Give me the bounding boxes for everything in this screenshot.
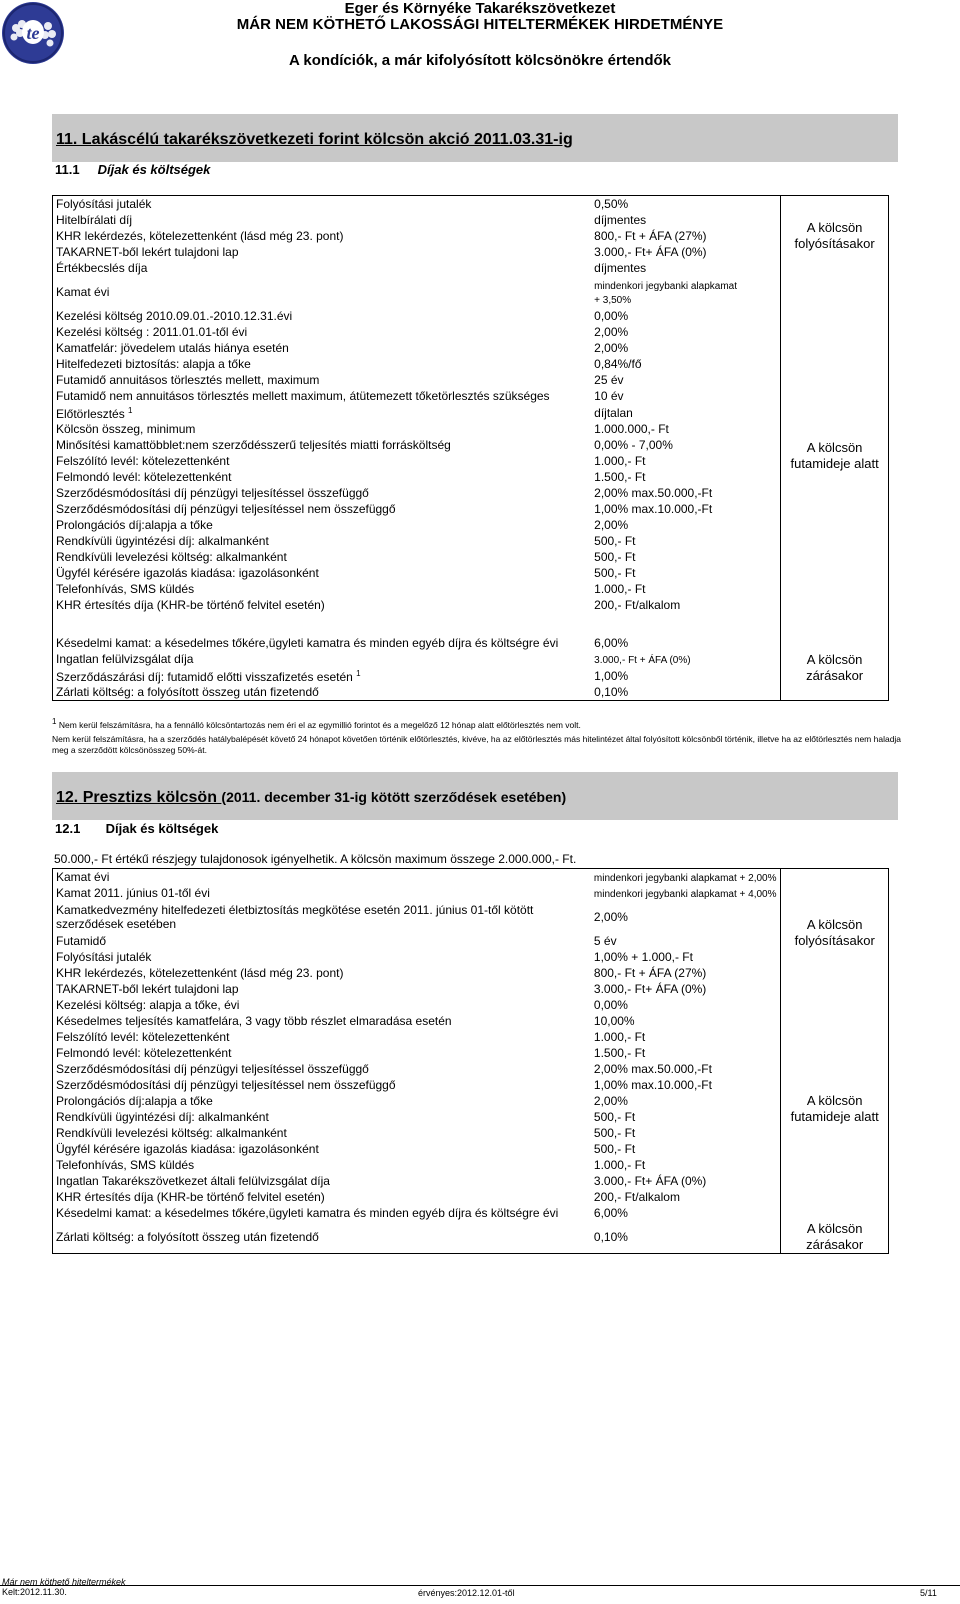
fee-label: Kamat évi — [53, 276, 592, 308]
fee-value: 1.000,- Ft — [593, 1158, 646, 1172]
fee-row — [53, 1157, 889, 1173]
fee-label: Hitelbírálati díj — [53, 212, 592, 228]
fee-timing-note: A kölcsön futamideje alatt — [781, 276, 889, 635]
fee-value: 0,50% — [591, 196, 781, 213]
fee-label: Szerződászárási díj: futamidő előtti visszafizetés esetén $^1$ — [53, 667, 592, 684]
footer-divider — [0, 1585, 960, 1586]
fee-label: Rendkívüli levelezési költség: alkalmanként — [53, 1125, 591, 1141]
fee-label: Folyósítási jutalék — [53, 196, 592, 213]
fee-value: 1.000,- Ft — [594, 454, 646, 468]
fee-row — [53, 1093, 889, 1109]
page-header — [0, 0, 960, 80]
fee-value: 2,00% — [593, 910, 628, 924]
fee-label: Ingatlan Takarékszövetkezet általi felülvizsgálat díja — [53, 1173, 591, 1189]
fee-value: 25 év — [594, 373, 624, 387]
fee-value: 500,- Ft — [593, 1126, 636, 1140]
fee-value: 1.000,- Ft — [593, 1030, 646, 1044]
fee-timing-note: A kölcsön folyósításakor — [781, 196, 889, 277]
section-12-subtitle: 12.1 Díjak és költségek — [55, 821, 219, 836]
footnotes — [52, 716, 902, 756]
fee-label: Felszólító levél: kötelezettenként — [53, 453, 592, 469]
fee-label: Kezelési költség: alapja a tőke, évi — [53, 997, 591, 1013]
fee-label: Késedelmes teljesítés kamatfelára, 3 vagy több részlet elmaradása esetén — [53, 1013, 591, 1029]
fee-label: Kamatkedvezmény hitelfedezeti életbiztosítás megkötése esetén 2011. június 01-től kötött szerződések esetében — [53, 901, 591, 933]
fee-row — [53, 651, 889, 667]
fee-label: Szerződésmódosítási díj pénzügyi teljesítéssel nem összefüggő — [53, 1077, 591, 1093]
fee-label — [53, 613, 592, 635]
fee-label: Prolongációs díj:alapja a tőke — [53, 1093, 591, 1109]
fee-label: Szerződésmódosítási díj pénzügyi teljesítéssel nem összefüggő — [53, 501, 592, 517]
fee-row — [53, 981, 889, 997]
fee-row — [53, 260, 889, 276]
fee-row — [53, 667, 889, 684]
fee-value: 0,10% — [591, 1221, 781, 1254]
fee-value: 2,00% max.50.000,-Ft — [594, 486, 713, 500]
fee-value: 0,00% - 7,00% — [594, 438, 673, 452]
fee-row — [53, 1109, 889, 1125]
fee-value: díjtalan — [594, 405, 633, 420]
fee-value: 1,00% + 1.000,- Ft — [593, 950, 693, 964]
fee-label: Kamat 2011. június 01-től évi — [53, 885, 591, 901]
fee-label: Telefonhívás, SMS küldés — [53, 581, 592, 597]
fee-label: KHR lekérdezés, kötelezettenként (lásd még 23. pont) — [53, 965, 591, 981]
fee-row — [53, 949, 889, 965]
fee-label: Kezelési költség : 2011.01.01-től évi — [53, 324, 592, 340]
fee-value: 3.000,- Ft+ ÁFA (0%) — [593, 982, 707, 996]
fee-row — [53, 565, 889, 581]
fee-value: 3.000,- Ft + ÁFA (0%) — [594, 655, 691, 666]
fee-value: 2,00% — [594, 325, 629, 339]
organization-name: Eger és Környéke Takarékszövetkezet — [344, 0, 616, 17]
fee-label: Rendkívüli ügyintézési díj: alkalmanként — [53, 1109, 591, 1125]
fee-value: 2,00% — [593, 1094, 628, 1108]
fee-row — [53, 1221, 889, 1254]
fee-row — [53, 549, 889, 565]
fee-row — [53, 485, 889, 501]
fee-row — [53, 1189, 889, 1205]
fee-label: Ingatlan felülvizsgálat díja — [53, 651, 592, 667]
fee-row — [53, 1013, 889, 1029]
fee-label: TAKARNET-ből lekért tulajdoni lap — [53, 981, 591, 997]
fee-label: Ügyfél kérésére igazolás kiadása: igazolásonként — [53, 565, 592, 581]
fee-row — [53, 613, 889, 635]
fee-label: Minősítési kamattöbblet:nem szerződésszerű teljesítés miatti forrásköltség — [53, 437, 592, 453]
fee-row — [53, 1173, 889, 1189]
fee-row — [53, 684, 889, 701]
fee-value: 3.000,- Ft+ ÁFA (0%) — [593, 1174, 707, 1188]
fee-row — [53, 404, 889, 421]
fee-label: Futamidő — [53, 933, 591, 949]
fee-row — [53, 244, 889, 260]
fee-label: KHR értesítés díja (KHR-be történő felvitel esetén) — [53, 1189, 591, 1205]
fee-label: KHR értesítés díja (KHR-be történő felvitel esetén) — [53, 597, 592, 613]
fee-row — [53, 372, 889, 388]
fee-label: KHR lekérdezés, kötelezettenként (lásd még 23. pont) — [53, 228, 592, 244]
fee-timing-note: A kölcsön futamideje alatt — [781, 997, 889, 1221]
fee-value: 1.500,- Ft — [594, 470, 646, 484]
fee-value: 6,00% — [593, 1206, 628, 1220]
fee-row — [53, 885, 889, 901]
section-11-title: 11. Lakáscélú takarékszövetkezeti forint kölcsön akció 2011.03.31-ig — [56, 131, 573, 148]
fee-value: 500,- Ft — [593, 1142, 636, 1156]
fee-label: Prolongációs díj:alapja a tőke — [53, 517, 592, 533]
fee-value: 500,- Ft — [594, 534, 636, 548]
section-11-header — [52, 114, 898, 162]
section-11-fee-table — [52, 195, 889, 701]
fee-row — [53, 1205, 889, 1221]
fee-value: 200,- Ft/alkalom — [594, 598, 681, 612]
fee-label: Előtörlesztés $^1$ — [53, 404, 592, 421]
fee-value: 10 év — [594, 389, 624, 403]
fee-row — [53, 228, 889, 244]
fee-value: 2,00% max.50.000,-Ft — [593, 1062, 712, 1076]
fee-label: Értékbecslés díja — [53, 260, 592, 276]
fee-row — [53, 1125, 889, 1141]
fee-row — [53, 501, 889, 517]
fee-value: 0,00% — [594, 309, 629, 323]
fee-row — [53, 869, 889, 886]
fee-row — [53, 965, 889, 981]
fee-row — [53, 388, 889, 404]
fee-row — [53, 212, 889, 228]
fee-row — [53, 276, 889, 308]
fee-row — [53, 533, 889, 549]
fee-value: 0,00% — [593, 998, 628, 1012]
fee-label: Felmondó levél: kötelezettenként — [53, 469, 592, 485]
fee-label: Kezelési költség 2010.09.01.-2010.12.31.évi — [53, 308, 592, 324]
fee-label: Kamat évi — [53, 869, 591, 886]
fee-value: 1,00% max.10.000,-Ft — [594, 502, 713, 516]
fee-label: Telefonhívás, SMS küldés — [53, 1157, 591, 1173]
fee-value: díjmentes — [594, 261, 647, 275]
fee-label: Futamidő nem annuitásos törlesztés mellett maximum, átütemezett tőketörlesztés szükséges — [53, 388, 592, 404]
fee-value: 10,00% — [593, 1014, 635, 1028]
fee-label: Zárlati költség: a folyósított összeg után fizetendő — [53, 684, 592, 701]
footnote-1: $^1$ Nem kerül felszámításra, ha a fennálló kölcsöntartozás nem éri el az egymillió forintot és a megelőző 12 hónap alatt előtörlesztés nem volt. — [52, 717, 581, 730]
footer-left: Már nem köthető hiteltermékek Kelt:2012.11.30. — [2, 1577, 126, 1597]
fee-value: mindenkori jegybanki alapkamat + 2,00% — [591, 869, 781, 886]
fee-label: Hitelfedezeti biztosítás: alapja a tőke — [53, 356, 592, 372]
fee-label: Felszólító levél: kötelezettenként — [53, 1029, 591, 1045]
fee-value: mindenkori jegybanki alapkamat + 3,50% — [594, 281, 738, 306]
fee-row — [53, 1077, 889, 1093]
fee-row — [53, 517, 889, 533]
fee-row — [53, 469, 889, 485]
fee-timing-note: A kölcsön folyósításakor — [781, 869, 889, 998]
fee-value: 800,- Ft + ÁFA (27%) — [593, 966, 707, 980]
fee-value: 800,- Ft + ÁFA (27%) — [594, 229, 707, 243]
fee-value: díjmentes — [594, 213, 647, 227]
fee-row — [53, 1061, 889, 1077]
fee-row — [53, 597, 889, 613]
fee-value: 500,- Ft — [594, 566, 636, 580]
fee-value: 5 év — [593, 934, 617, 948]
fee-value: 2,00% — [594, 341, 629, 355]
fee-label: TAKARNET-ből lekért tulajdoni lap — [53, 244, 592, 260]
fee-row — [53, 933, 889, 949]
fee-value — [591, 613, 781, 635]
fee-label: Ügyfél kérésére igazolás kiadása: igazolásonként — [53, 1141, 591, 1157]
fee-value: 500,- Ft — [593, 1110, 636, 1124]
fee-value: 0,84%/fő — [594, 357, 642, 371]
fee-row — [53, 581, 889, 597]
fee-label: Kamatfelár: jövedelem utalás hiánya esetén — [53, 340, 592, 356]
fee-label: Szerződésmódosítási díj pénzügyi teljesítéssel összefüggő — [53, 485, 592, 501]
fee-row — [53, 997, 889, 1013]
document-subtitle: A kondíciók, a már kifolyósított kölcsönökre értendők — [288, 52, 672, 69]
fee-value: 1,00% max.10.000,-Ft — [593, 1078, 712, 1092]
fee-row — [53, 356, 889, 372]
document-title: MÁR NEM KÖTHETŐ LAKOSSÁGI HITELTERMÉKEK HIRDETMÉNYE — [236, 16, 724, 33]
footer-page-number: 5/11 — [920, 1588, 937, 1598]
fee-label: Kölcsön összeg, minimum — [53, 421, 592, 437]
fee-value: mindenkori jegybanki alapkamat + 4,00% — [593, 889, 777, 900]
fee-label: Szerződésmódosítási díj pénzügyi teljesítéssel összefüggő — [53, 1061, 591, 1077]
fee-row — [53, 1141, 889, 1157]
fee-row — [53, 437, 889, 453]
fee-row — [53, 1045, 889, 1061]
fee-value: 1,00% — [594, 668, 629, 683]
fee-value: 500,- Ft — [594, 550, 636, 564]
section-12-fee-table — [52, 868, 889, 1254]
fee-value: 0,10% — [591, 684, 781, 701]
section-12-title: 12. Presztizs kölcsön (2011. december 31-ig kötött szerződések esetében) — [56, 789, 567, 806]
fee-label: Folyósítási jutalék — [53, 949, 591, 965]
fee-timing-note: A kölcsön zárásakor — [781, 635, 889, 701]
fee-label: Rendkívüli levelezési költség: alkalmanként — [53, 549, 592, 565]
fee-timing-note: A kölcsön zárásakor — [781, 1221, 889, 1254]
fee-label: Felmondó levél: kötelezettenként — [53, 1045, 591, 1061]
section-11-subtitle: 11.1 Díjak és költségek — [55, 162, 211, 177]
fee-row — [53, 1029, 889, 1045]
footnote-2: Nem kerül felszámításra, ha a szerződés hatálybalépését követő 24 hónapot követően történik előtörlesztés, kivéve, ha az előtörlesztés más hitelintézet által folyósított kölcsönből történik, illetve ha az előtörlesztés nem haladja meg a szerződött kölcsönösszeg 50%-át. — [52, 733, 902, 755]
fee-value: 3.000,- Ft+ ÁFA (0%) — [594, 245, 707, 259]
fee-row — [53, 196, 889, 213]
fee-label: Késedelmi kamat: a késedelmes tőkére,ügyleti kamatra és minden egyéb díjra és költségre évi — [53, 1205, 591, 1221]
fee-row — [53, 453, 889, 469]
fee-label: Rendkívüli ügyintézési díj: alkalmanként — [53, 533, 592, 549]
fee-value: 6,00% — [594, 636, 629, 650]
fee-row — [53, 340, 889, 356]
fee-value: 1.000.000,- Ft — [594, 422, 669, 436]
fee-row — [53, 635, 889, 651]
section-12-header — [52, 772, 898, 820]
section-12-intro: 50.000,- Ft értékű részjegy tulajdonosok igényelhetik. A kölcsön maximum összege 2.000.000,- Ft. — [54, 852, 577, 866]
fee-value: 1.000,- Ft — [594, 582, 646, 596]
fee-row — [53, 308, 889, 324]
fee-value: 2,00% — [594, 518, 629, 532]
footer-valid-from: érvényes:2012.12.01-től — [418, 1588, 515, 1598]
fee-label: Zárlati költség: a folyósított összeg után fizetendő — [53, 1221, 591, 1254]
fee-label: Futamidő annuitásos törlesztés mellett, maximum — [53, 372, 592, 388]
fee-row — [53, 901, 889, 933]
fee-value: 1.500,- Ft — [593, 1046, 646, 1060]
fee-label: Késedelmi kamat: a késedelmes tőkére,ügyleti kamatra és minden egyéb díjra és költségre évi — [53, 635, 592, 651]
fee-value: 200,- Ft/alkalom — [593, 1190, 680, 1204]
fee-row — [53, 324, 889, 340]
svg-text:te: te — [26, 23, 40, 43]
fee-row — [53, 421, 889, 437]
